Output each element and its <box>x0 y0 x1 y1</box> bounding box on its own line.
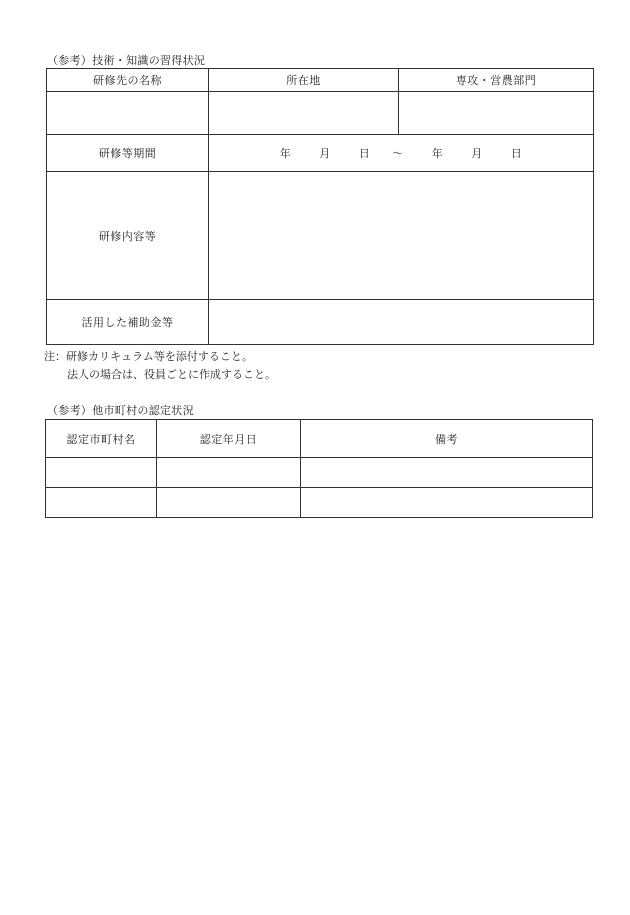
specialty-cell[interactable] <box>399 92 594 135</box>
subsidy-cell[interactable] <box>209 300 594 345</box>
remarks-cell[interactable] <box>301 488 593 518</box>
skills-table <box>46 68 594 345</box>
notes <box>44 348 276 384</box>
remarks-cell[interactable] <box>301 458 593 488</box>
training-place-name-cell[interactable] <box>47 92 209 135</box>
period-day-start: 日 <box>358 147 371 160</box>
header-training-place-name: 研修先の名称 <box>47 69 209 92</box>
certification-row <box>46 458 593 488</box>
period-day-end: 日 <box>510 147 523 160</box>
training-content-row <box>47 172 594 300</box>
period-month-end: 月 <box>471 147 483 160</box>
section2-heading: （参考）他市町村の認定状況 <box>47 404 194 417</box>
location-cell[interactable] <box>209 92 399 135</box>
header-municipality: 認定市町村名 <box>46 420 157 458</box>
note-line-2: 法人の場合は、役員ごとに作成すること。 <box>67 368 276 381</box>
header-remarks: 備考 <box>301 420 593 458</box>
period-year-end: 年 <box>431 147 444 160</box>
header-location: 所在地 <box>209 69 399 92</box>
training-period-value <box>209 145 593 161</box>
header-certification-date: 認定年月日 <box>157 420 301 458</box>
period-month-start: 月 <box>319 147 331 160</box>
certification-row <box>46 488 593 518</box>
section1-heading: （参考）技術・知識の習得状況 <box>47 54 206 67</box>
subsidy-label: 活用した補助金等 <box>47 300 209 345</box>
municipality-cell[interactable] <box>46 458 157 488</box>
skills-header-row <box>47 69 594 92</box>
training-period-row <box>47 135 594 172</box>
training-content-cell[interactable] <box>209 172 594 300</box>
skills-entry-row <box>47 92 594 135</box>
note-line-1: 注：研修カリキュラム等を添付すること。 <box>44 350 253 363</box>
certification-date-cell[interactable] <box>157 458 301 488</box>
training-period-label: 研修等期間 <box>47 135 209 172</box>
period-tilde: ～ <box>392 147 404 160</box>
certification-header-row <box>46 420 593 458</box>
certification-table <box>45 419 593 518</box>
municipality-cell[interactable] <box>46 488 157 518</box>
header-specialty: 専攻・営農部門 <box>399 69 594 92</box>
period-year-start: 年 <box>279 147 292 160</box>
certification-date-cell[interactable] <box>157 488 301 518</box>
training-content-label: 研修内容等 <box>47 172 209 300</box>
subsidy-row <box>47 300 594 345</box>
training-period-cell[interactable] <box>209 135 594 172</box>
